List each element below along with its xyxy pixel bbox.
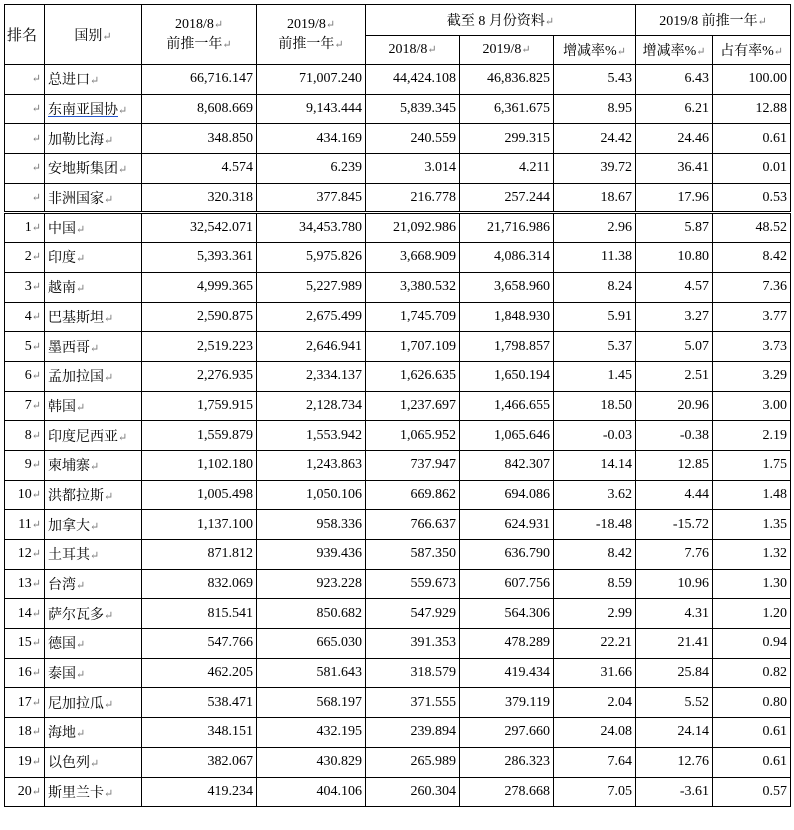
value-cell-ytd2018: 737.947 xyxy=(366,450,460,480)
value-cell-ytd2018: 3.014 xyxy=(366,154,460,184)
rank-cell: 12↵ xyxy=(5,540,45,570)
value-cell-ytd2019: 278.668 xyxy=(460,777,554,807)
name-cell: 墨西哥↵ xyxy=(45,332,142,362)
value-cell-y2019: 1,243.863 xyxy=(257,450,366,480)
value-cell-y2018: 462.205 xyxy=(142,658,257,688)
value-cell-ytd2019: 3,658.960 xyxy=(460,272,554,302)
value-cell-ytd_chg: 39.72 xyxy=(554,154,636,184)
value-cell-ytd2018: 587.350 xyxy=(366,540,460,570)
value-cell-ytd_chg: 8.59 xyxy=(554,569,636,599)
header-rank: 排名 xyxy=(5,5,45,65)
header-ytd-2018: 2018/8↵ xyxy=(366,36,460,65)
value-cell-share: 0.57 xyxy=(713,777,791,807)
value-cell-ytd2019: 624.931 xyxy=(460,510,554,540)
name-cell: 中国↵ xyxy=(45,213,142,243)
table-row xyxy=(5,569,791,599)
value-cell-y2018: 4.574 xyxy=(142,154,257,184)
value-cell-ytd2018: 239.894 xyxy=(366,718,460,748)
value-cell-y2018: 1,559.879 xyxy=(142,421,257,451)
value-cell-ytd2018: 240.559 xyxy=(366,124,460,154)
value-cell-ytd2018: 260.304 xyxy=(366,777,460,807)
value-cell-share: 0.61 xyxy=(713,747,791,777)
value-cell-trail_chg: 10.96 xyxy=(636,569,713,599)
value-cell-y2018: 832.069 xyxy=(142,569,257,599)
rank-cell: 9↵ xyxy=(5,450,45,480)
value-cell-share: 8.42 xyxy=(713,243,791,273)
name-cell: 巴基斯坦↵ xyxy=(45,302,142,332)
value-cell-y2018: 871.812 xyxy=(142,540,257,570)
value-cell-ytd2018: 766.637 xyxy=(366,510,460,540)
value-cell-ytd2019: 286.323 xyxy=(460,747,554,777)
value-cell-ytd2019: 1,650.194 xyxy=(460,361,554,391)
header-country: 国别↵ xyxy=(45,5,142,65)
value-cell-ytd2018: 44,424.108 xyxy=(366,65,460,95)
rank-cell: 17↵ xyxy=(5,688,45,718)
rank-cell: 15↵ xyxy=(5,629,45,659)
value-cell-trail_chg: 5.87 xyxy=(636,213,713,243)
rank-cell: 1↵ xyxy=(5,213,45,243)
value-cell-share: 0.61 xyxy=(713,124,791,154)
value-cell-y2019: 434.169 xyxy=(257,124,366,154)
value-cell-ytd_chg: 24.08 xyxy=(554,718,636,748)
value-cell-ytd2019: 46,836.825 xyxy=(460,65,554,95)
value-cell-y2019: 432.195 xyxy=(257,718,366,748)
table-row xyxy=(5,777,791,807)
table-row xyxy=(5,421,791,451)
value-cell-ytd_chg: 18.50 xyxy=(554,391,636,421)
value-cell-share: 1.20 xyxy=(713,599,791,629)
value-cell-trail_chg: 12.76 xyxy=(636,747,713,777)
value-cell-trail_chg: 6.21 xyxy=(636,94,713,124)
value-cell-share: 0.01 xyxy=(713,154,791,184)
name-cell: 印度↵ xyxy=(45,243,142,273)
table-row xyxy=(5,183,791,213)
table-row xyxy=(5,302,791,332)
value-cell-ytd2019: 299.315 xyxy=(460,124,554,154)
value-cell-y2018: 1,005.498 xyxy=(142,480,257,510)
rank-cell: ↵ xyxy=(5,94,45,124)
value-cell-ytd_chg: 2.99 xyxy=(554,599,636,629)
value-cell-trail_chg: 25.84 xyxy=(636,658,713,688)
value-cell-ytd2019: 564.306 xyxy=(460,599,554,629)
value-cell-ytd2019: 842.307 xyxy=(460,450,554,480)
value-cell-y2018: 5,393.361 xyxy=(142,243,257,273)
value-cell-y2018: 2,519.223 xyxy=(142,332,257,362)
value-cell-y2019: 5,227.989 xyxy=(257,272,366,302)
value-cell-share: 1.75 xyxy=(713,450,791,480)
name-cell: 尼加拉瓜↵ xyxy=(45,688,142,718)
value-cell-y2019: 923.228 xyxy=(257,569,366,599)
value-cell-y2018: 348.151 xyxy=(142,718,257,748)
value-cell-trail_chg: 4.44 xyxy=(636,480,713,510)
value-cell-ytd2019: 419.434 xyxy=(460,658,554,688)
value-cell-ytd_chg: 2.96 xyxy=(554,213,636,243)
value-cell-trail_chg: 10.80 xyxy=(636,243,713,273)
name-cell: 土耳其↵ xyxy=(45,540,142,570)
value-cell-ytd_chg: 1.45 xyxy=(554,361,636,391)
value-cell-ytd_chg: -18.48 xyxy=(554,510,636,540)
value-cell-y2019: 1,553.942 xyxy=(257,421,366,451)
value-cell-y2019: 404.106 xyxy=(257,777,366,807)
value-cell-ytd2018: 1,745.709 xyxy=(366,302,460,332)
name-cell: 泰国↵ xyxy=(45,658,142,688)
rank-cell: 3↵ xyxy=(5,272,45,302)
value-cell-trail_chg: 7.76 xyxy=(636,540,713,570)
value-cell-trail_chg: 2.51 xyxy=(636,361,713,391)
table-row xyxy=(5,94,791,124)
table-row xyxy=(5,332,791,362)
header-trailing-share: 占有率%↵ xyxy=(713,36,791,65)
value-cell-ytd2018: 21,092.986 xyxy=(366,213,460,243)
value-cell-ytd2019: 257.244 xyxy=(460,183,554,213)
table-row xyxy=(5,243,791,273)
value-cell-y2019: 958.336 xyxy=(257,510,366,540)
value-cell-share: 100.00 xyxy=(713,65,791,95)
value-cell-ytd2019: 1,848.930 xyxy=(460,302,554,332)
name-cell: 台湾↵ xyxy=(45,569,142,599)
value-cell-y2019: 1,050.106 xyxy=(257,480,366,510)
value-cell-y2018: 2,590.875 xyxy=(142,302,257,332)
value-cell-ytd2018: 1,626.635 xyxy=(366,361,460,391)
value-cell-trail_chg: 12.85 xyxy=(636,450,713,480)
table-row xyxy=(5,599,791,629)
rank-cell: 16↵ xyxy=(5,658,45,688)
value-cell-y2018: 1,137.100 xyxy=(142,510,257,540)
value-cell-share: 48.52 xyxy=(713,213,791,243)
rank-cell: 14↵ xyxy=(5,599,45,629)
value-cell-y2018: 2,276.935 xyxy=(142,361,257,391)
value-cell-y2018: 66,716.147 xyxy=(142,65,257,95)
table-row xyxy=(5,480,791,510)
value-cell-y2018: 1,759.915 xyxy=(142,391,257,421)
value-cell-ytd2018: 318.579 xyxy=(366,658,460,688)
rank-cell: 19↵ xyxy=(5,747,45,777)
value-cell-y2019: 377.845 xyxy=(257,183,366,213)
name-cell: 东南亚国协↵ xyxy=(45,94,142,124)
value-cell-ytd2019: 1,466.655 xyxy=(460,391,554,421)
rank-cell: ↵ xyxy=(5,124,45,154)
value-cell-ytd_chg: 31.66 xyxy=(554,658,636,688)
value-cell-share: 0.82 xyxy=(713,658,791,688)
value-cell-share: 2.19 xyxy=(713,421,791,451)
name-cell: 斯里兰卡↵ xyxy=(45,777,142,807)
value-cell-ytd_chg: 8.42 xyxy=(554,540,636,570)
value-cell-ytd2018: 669.862 xyxy=(366,480,460,510)
value-cell-ytd2019: 478.289 xyxy=(460,629,554,659)
value-cell-trail_chg: 6.43 xyxy=(636,65,713,95)
value-cell-ytd_chg: 2.04 xyxy=(554,688,636,718)
value-cell-ytd_chg: 8.95 xyxy=(554,94,636,124)
value-cell-trail_chg: 4.57 xyxy=(636,272,713,302)
value-cell-share: 0.80 xyxy=(713,688,791,718)
value-cell-ytd_chg: 11.38 xyxy=(554,243,636,273)
name-cell: 德国↵ xyxy=(45,629,142,659)
table-row xyxy=(5,361,791,391)
value-cell-y2018: 815.541 xyxy=(142,599,257,629)
value-cell-y2019: 2,128.734 xyxy=(257,391,366,421)
value-cell-trail_chg: 36.41 xyxy=(636,154,713,184)
value-cell-share: 0.61 xyxy=(713,718,791,748)
value-cell-ytd2018: 216.778 xyxy=(366,183,460,213)
value-cell-ytd2019: 6,361.675 xyxy=(460,94,554,124)
rank-cell: ↵ xyxy=(5,154,45,184)
name-cell: 加拿大↵ xyxy=(45,510,142,540)
value-cell-ytd_chg: 22.21 xyxy=(554,629,636,659)
name-cell: 以色列↵ xyxy=(45,747,142,777)
table-row xyxy=(5,391,791,421)
value-cell-ytd2018: 1,237.697 xyxy=(366,391,460,421)
value-cell-ytd2019: 1,798.857 xyxy=(460,332,554,362)
header-trailing-change: 增减率%↵ xyxy=(636,36,713,65)
value-cell-share: 1.48 xyxy=(713,480,791,510)
value-cell-y2018: 538.471 xyxy=(142,688,257,718)
value-cell-y2019: 5,975.826 xyxy=(257,243,366,273)
value-cell-ytd2018: 3,380.532 xyxy=(366,272,460,302)
value-cell-ytd_chg: 5.37 xyxy=(554,332,636,362)
value-cell-trail_chg: 4.31 xyxy=(636,599,713,629)
value-cell-share: 12.88 xyxy=(713,94,791,124)
value-cell-ytd_chg: 8.24 xyxy=(554,272,636,302)
value-cell-ytd_chg: 14.14 xyxy=(554,450,636,480)
table-row xyxy=(5,540,791,570)
value-cell-y2018: 348.850 xyxy=(142,124,257,154)
rank-cell: ↵ xyxy=(5,183,45,213)
table-row xyxy=(5,213,791,243)
value-cell-trail_chg: -15.72 xyxy=(636,510,713,540)
rank-cell: ↵ xyxy=(5,65,45,95)
table-row xyxy=(5,450,791,480)
value-cell-ytd2018: 1,707.109 xyxy=(366,332,460,362)
rank-cell: 11↵ xyxy=(5,510,45,540)
value-cell-ytd2018: 391.353 xyxy=(366,629,460,659)
value-cell-share: 1.35 xyxy=(713,510,791,540)
value-cell-trail_chg: 3.27 xyxy=(636,302,713,332)
name-cell: 加勒比海↵ xyxy=(45,124,142,154)
value-cell-ytd2018: 547.929 xyxy=(366,599,460,629)
value-cell-ytd2018: 371.555 xyxy=(366,688,460,718)
value-cell-y2018: 32,542.071 xyxy=(142,213,257,243)
value-cell-y2018: 1,102.180 xyxy=(142,450,257,480)
table-row xyxy=(5,688,791,718)
rank-cell: 20↵ xyxy=(5,777,45,807)
value-cell-ytd2019: 21,716.986 xyxy=(460,213,554,243)
value-cell-y2019: 34,453.780 xyxy=(257,213,366,243)
rank-cell: 6↵ xyxy=(5,361,45,391)
value-cell-y2019: 2,675.499 xyxy=(257,302,366,332)
name-cell: 印度尼西亚↵ xyxy=(45,421,142,451)
name-cell: 安地斯集团↵ xyxy=(45,154,142,184)
header-row-1 xyxy=(5,5,791,36)
value-cell-y2019: 6.239 xyxy=(257,154,366,184)
name-cell: 洪都拉斯↵ xyxy=(45,480,142,510)
value-cell-share: 0.53 xyxy=(713,183,791,213)
value-cell-ytd2018: 5,839.345 xyxy=(366,94,460,124)
value-cell-share: 1.30 xyxy=(713,569,791,599)
value-cell-ytd2019: 4.211 xyxy=(460,154,554,184)
table-row xyxy=(5,747,791,777)
name-cell: 总进口↵ xyxy=(45,65,142,95)
rank-cell: 7↵ xyxy=(5,391,45,421)
rank-cell: 13↵ xyxy=(5,569,45,599)
rank-cell: 18↵ xyxy=(5,718,45,748)
value-cell-y2019: 850.682 xyxy=(257,599,366,629)
value-cell-share: 7.36 xyxy=(713,272,791,302)
value-cell-trail_chg: 24.46 xyxy=(636,124,713,154)
value-cell-y2019: 2,646.941 xyxy=(257,332,366,362)
rank-cell: 8↵ xyxy=(5,421,45,451)
name-cell: 非洲国家↵ xyxy=(45,183,142,213)
value-cell-ytd_chg: 7.05 xyxy=(554,777,636,807)
value-cell-ytd_chg: -0.03 xyxy=(554,421,636,451)
header-trailing-group: 2019/8 前推一年↵ xyxy=(636,5,791,36)
header-2019-trailing: 2019/8↵ 前推一年↵ xyxy=(257,5,366,65)
value-cell-y2019: 71,007.240 xyxy=(257,65,366,95)
value-cell-ytd_chg: 5.91 xyxy=(554,302,636,332)
table-row xyxy=(5,65,791,95)
value-cell-y2019: 939.436 xyxy=(257,540,366,570)
header-2018-trailing: 2018/8↵ 前推一年↵ xyxy=(142,5,257,65)
value-cell-y2019: 665.030 xyxy=(257,629,366,659)
value-cell-ytd2019: 636.790 xyxy=(460,540,554,570)
value-cell-ytd2019: 694.086 xyxy=(460,480,554,510)
value-cell-share: 3.77 xyxy=(713,302,791,332)
name-cell: 孟加拉国↵ xyxy=(45,361,142,391)
name-cell: 韩国↵ xyxy=(45,391,142,421)
table-row xyxy=(5,718,791,748)
value-cell-y2018: 8,608.669 xyxy=(142,94,257,124)
value-cell-y2018: 4,999.365 xyxy=(142,272,257,302)
value-cell-ytd_chg: 5.43 xyxy=(554,65,636,95)
name-cell: 海地↵ xyxy=(45,718,142,748)
value-cell-share: 1.32 xyxy=(713,540,791,570)
value-cell-share: 3.73 xyxy=(713,332,791,362)
value-cell-trail_chg: -0.38 xyxy=(636,421,713,451)
header-ytd-2019: 2019/8↵ xyxy=(460,36,554,65)
value-cell-y2018: 419.234 xyxy=(142,777,257,807)
value-cell-trail_chg: -3.61 xyxy=(636,777,713,807)
value-cell-y2019: 9,143.444 xyxy=(257,94,366,124)
value-cell-y2019: 568.197 xyxy=(257,688,366,718)
value-cell-ytd2019: 1,065.646 xyxy=(460,421,554,451)
value-cell-ytd2018: 265.989 xyxy=(366,747,460,777)
value-cell-ytd2018: 559.673 xyxy=(366,569,460,599)
value-cell-ytd2019: 379.119 xyxy=(460,688,554,718)
table-row xyxy=(5,272,791,302)
name-cell: 萨尔瓦多↵ xyxy=(45,599,142,629)
rank-cell: 5↵ xyxy=(5,332,45,362)
value-cell-y2019: 430.829 xyxy=(257,747,366,777)
value-cell-y2018: 382.067 xyxy=(142,747,257,777)
table-row xyxy=(5,629,791,659)
value-cell-ytd2018: 1,065.952 xyxy=(366,421,460,451)
value-cell-ytd_chg: 7.64 xyxy=(554,747,636,777)
value-cell-trail_chg: 24.14 xyxy=(636,718,713,748)
value-cell-trail_chg: 20.96 xyxy=(636,391,713,421)
import-table xyxy=(4,4,791,807)
value-cell-ytd2018: 3,668.909 xyxy=(366,243,460,273)
value-cell-ytd2019: 297.660 xyxy=(460,718,554,748)
rank-cell: 10↵ xyxy=(5,480,45,510)
rank-cell: 2↵ xyxy=(5,243,45,273)
rank-cell: 4↵ xyxy=(5,302,45,332)
value-cell-ytd_chg: 3.62 xyxy=(554,480,636,510)
name-cell: 越南↵ xyxy=(45,272,142,302)
value-cell-share: 0.94 xyxy=(713,629,791,659)
value-cell-share: 3.00 xyxy=(713,391,791,421)
value-cell-trail_chg: 21.41 xyxy=(636,629,713,659)
header-ytd-change: 增减率%↵ xyxy=(554,36,636,65)
table-row xyxy=(5,510,791,540)
value-cell-share: 3.29 xyxy=(713,361,791,391)
value-cell-ytd_chg: 24.42 xyxy=(554,124,636,154)
value-cell-y2018: 547.766 xyxy=(142,629,257,659)
value-cell-trail_chg: 5.52 xyxy=(636,688,713,718)
value-cell-y2018: 320.318 xyxy=(142,183,257,213)
value-cell-y2019: 2,334.137 xyxy=(257,361,366,391)
value-cell-ytd_chg: 18.67 xyxy=(554,183,636,213)
table-row xyxy=(5,124,791,154)
value-cell-y2019: 581.643 xyxy=(257,658,366,688)
header-ytd-group: 截至 8 月份资料↵ xyxy=(366,5,636,36)
value-cell-ytd2019: 4,086.314 xyxy=(460,243,554,273)
table-row xyxy=(5,154,791,184)
value-cell-ytd2019: 607.756 xyxy=(460,569,554,599)
table-row xyxy=(5,658,791,688)
value-cell-trail_chg: 17.96 xyxy=(636,183,713,213)
value-cell-trail_chg: 5.07 xyxy=(636,332,713,362)
name-cell: 柬埔寨↵ xyxy=(45,450,142,480)
